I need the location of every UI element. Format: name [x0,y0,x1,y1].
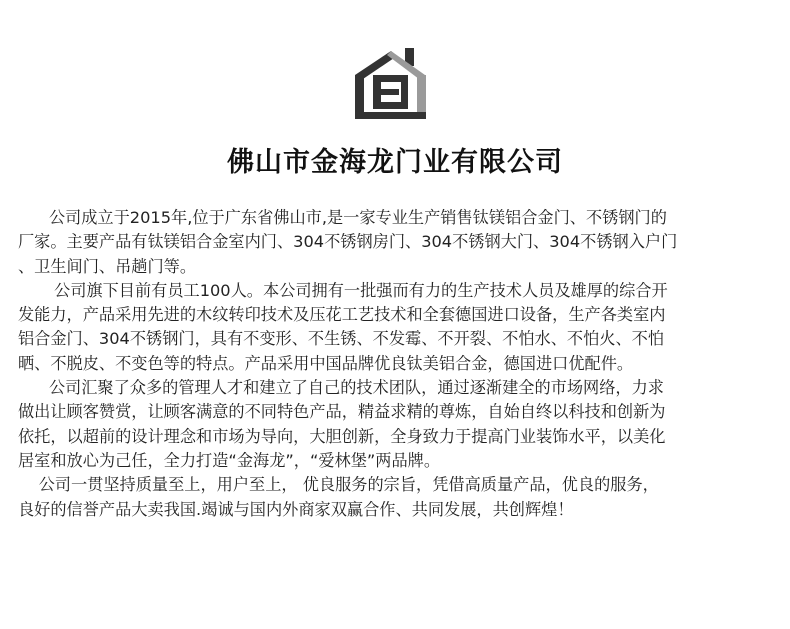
paragraph-line: 良好的信誉产品大卖我国.竭诚与国内外商家双赢合作、共同发展，共创辉煌！ [18,499,574,519]
paragraph-line: 晒、不脱皮、不变色等的特点。产品采用中国品牌优良钛美铝合金，德国进口优配件。 [18,353,634,373]
company-description [18,206,778,522]
paragraph-line: 发能力，产品采用先进的木纹转印技术及压花工艺技术和全套德国进口设备，生产各类室内 [18,305,666,325]
paragraph-line: 依托，以超前的设计理念和市场为导向，大胆创新，全身致力于提高门业装饰水平，以美化 [18,426,666,446]
paragraph-line: 公司一贯坚持质量至上，用户至上， 优良服务的宗旨，凭借高质量产品，优良的服务， [18,475,659,495]
paragraph-line: 做出让顾客赞赏，让顾客满意的不同特色产品，精益求精的尊炼，自始自终以科技和创新为 [18,402,666,422]
paragraph-line: 、卫生间门、吊趟门等。 [18,256,197,276]
company-logo [351,45,431,121]
page-title: 佛山市金海龙门业有限公司 [227,147,563,178]
paragraph-line: 铝合金门、304不锈钢门，具有不变形、不生锈、不发霉、不开裂、不怕水、不怕火、不怕 [18,329,665,349]
paragraph-line: 厂家。主要产品有钛镁铝合金室内门、304不锈钢房门、304不锈钢大门、304不锈钢入户门 [18,232,678,252]
paragraph-line: 居室和放心为己任，全力打造“金海龙”，“爱林堡”两品牌。 [18,450,441,470]
paragraph-line: 公司旗下目前有员工100人。本公司拥有一批强而有力的生产技术人员及雄厚的综合开 [18,280,668,300]
paragraph-line: 公司成立于2015年,位于广东省佛山市,是一家专业生产销售钛镁铝合金门、不锈钢门的 [18,208,667,227]
paragraph-line: 公司汇聚了众多的管理人才和建立了自己的技术团队，通过逐渐建全的市场网络，力求 [18,378,664,398]
house-letter-e-icon [351,45,431,121]
